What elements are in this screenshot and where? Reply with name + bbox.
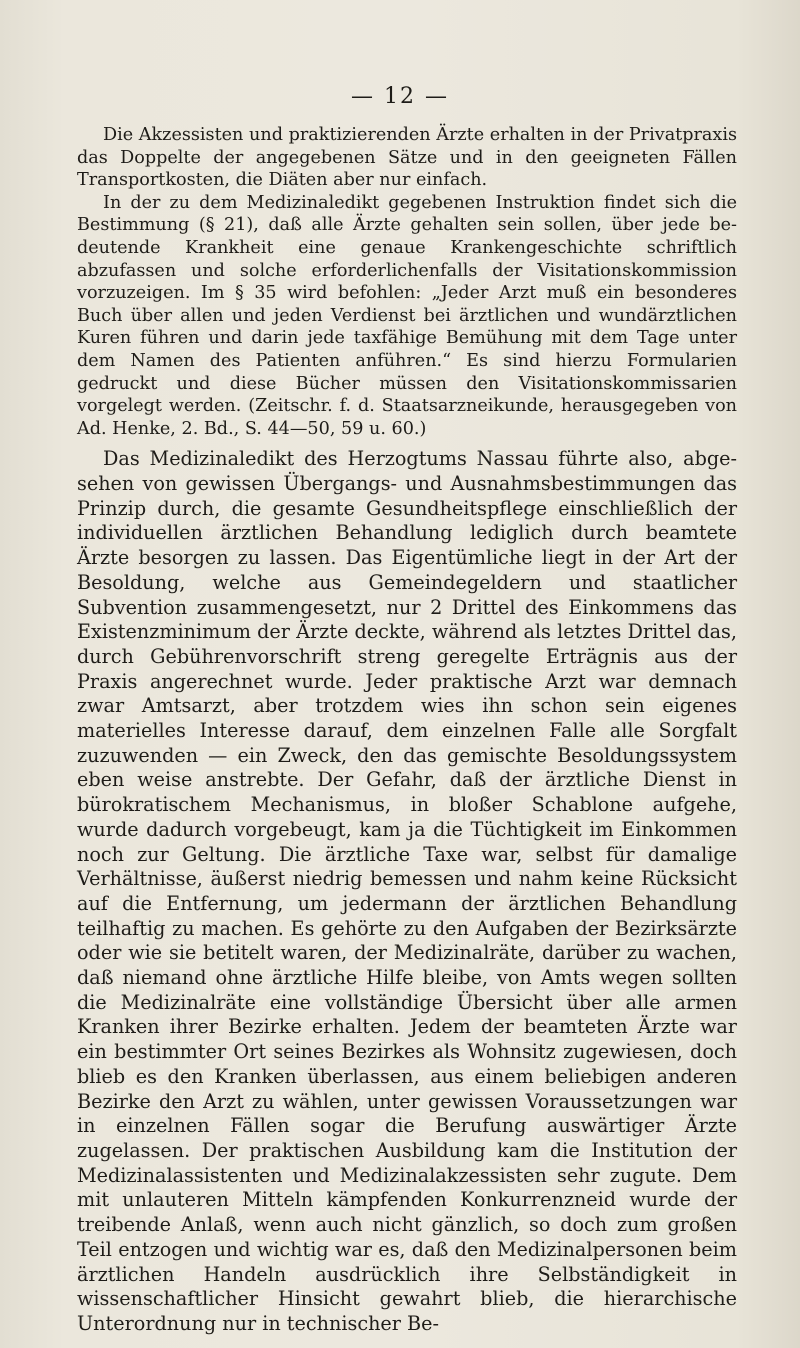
paragraph-3: Das Medizinaledikt des Herzogtums Nassau führte also, abgesehen von gewissen Übergangs- und Ausnahmsbestimmungen das Prinzip durch, die gesamte Gesundheitspflege einschließlich der individuellen ärztlichen Behandlung lediglich durch beamtete Ärzte besorgen zu lassen. Das Eigentümliche liegt in der Art der Besoldung, welche aus Gemeindegeldern und staatlicher Subvention zusammengesetzt, nur 2 Drittel des Einkommens das Existenzminimum der Ärzte deckte, während als letztes Drittel das, durch Gebührenvorschrift streng geregelte Erträgnis aus der Praxis angerechnet wurde. Jeder praktische Arzt war demnach zwar Amtsarzt, aber trotzdem wies ihn schon sein eigenes materielles Interesse darauf, dem einzelnen Falle alle Sorgfalt zuzuwenden — ein Zweck, den das gemischte Besoldungssystem eben weise anstrebte. Der Gefahr, daß der ärztliche Dienst in bürokratischem Mechanismus, in bloßer Schablone aufgehe, wurde dadurch vorgebeugt, kam ja die Tüchtigkeit im Einkommen noch zur Geltung. Die ärztliche Taxe war, selbst für damalige Verhältnisse, äußerst niedrig bemessen und nahm keine Rücksicht auf die Entfernung, um jedermann der ärztlichen Behandlung teilhaftig zu machen. Es gehörte zu den Aufgaben der Bezirksärzte oder wie sie betitelt waren, der Medizinalräte, darüber zu wachen, daß niemand ohne ärztliche Hilfe bleibe, von Amts wegen sollten die Medizinalräte eine vollständige Übersicht über alle armen Kranken ihrer Bezirke erhalten. Jedem der beamteten Ärzte war ein bestimmter Ort seines Bezirkes als Wohnsitz zugewiesen, doch blieb es den Kranken überlassen, aus einem beliebigen anderen Bezirke den Arzt zu wählen, unter gewissen Voraussetzungen war in einzelnen Fällen sogar die Berufung auswärtiger Ärzte zugelassen. Der praktischen Ausbildung kam die Institution der Medizinalassistenten und Medizinalakzessisten sehr zugute. Dem mit unlauteren Mitteln kämpfenden Konkurrenzneid wurde der treibende Anlaß, wenn auch nicht gänzlich, so doch zum großen Teil entzogen und wichtig war es, daß den Medizinalpersonen beim ärztlichen Handeln ausdrücklich ihre Selbständigkeit in wissenschaftlicher Hinsicht gewahrt blieb, die hierarchische Unterordnung nur in technischer Be- — [77, 447, 737, 1335]
paragraph-2: In der zu dem Medizinaledikt gegebenen Instruktion findet sich die Bestimmung (§ 21), daß alle Ärzte gehalten sein sollen, über jede bedeutende Krankheit eine genaue Krankengeschichte schriftlich abzufassen und solche erforderlichenfalls der Visitationskommission vorzuzeigen. Im § 35 wird befohlen: „Jeder Arzt muß ein besonderes Buch über allen und jeden Verdienst bei ärztlichen und wundärztlichen Kuren führen und darin jede taxfähige Bemühung mit dem Tage unter dem Namen des Patienten anführen.“ Es sind hierzu Formularien gedruckt und diese Bücher müssen den Visitationskommissarien vorgelegt werden. (Zeitschr. f. d. Staatsarzneikunde, herausgegeben von Ad. Henke, 2. Bd., S. 44—50, 59 u. 60.) — [77, 192, 737, 439]
body-text — [77, 124, 737, 1337]
section-nassau — [77, 447, 737, 1336]
section-akzessisten — [77, 124, 737, 440]
page-number: — 12 — — [351, 84, 449, 109]
paragraph-1: Die Akzessisten und praktizierenden Ärzte erhalten in der Privatpraxis das Doppelte der angegebenen Sätze und in den geeigneten Fällen Transportkosten, die Diäten aber nur einfach. — [77, 125, 737, 191]
